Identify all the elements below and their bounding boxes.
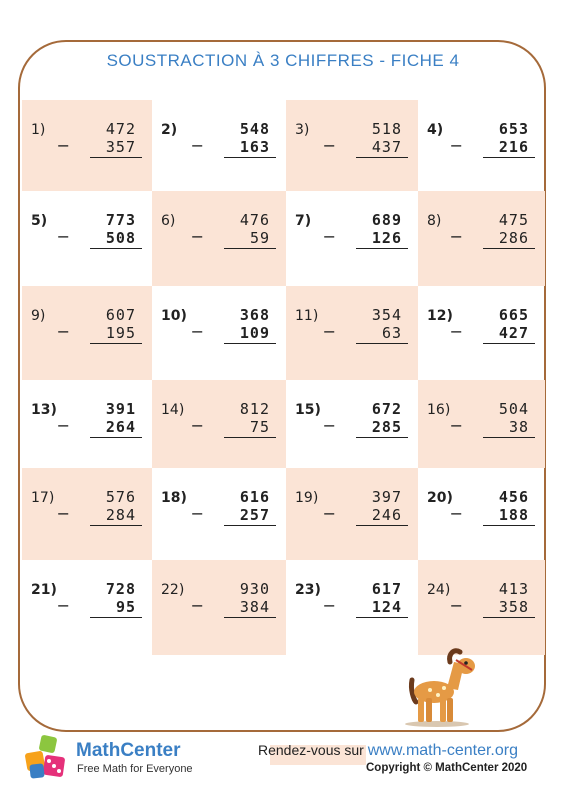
- minuend: 689: [371, 211, 402, 229]
- subtrahend: 357: [105, 138, 136, 156]
- problem-number: 18): [161, 490, 187, 506]
- problem-number: 16): [427, 402, 451, 418]
- answer-line: [483, 157, 535, 158]
- problem-number: 21): [31, 582, 57, 598]
- minuend: 812: [239, 400, 270, 418]
- problem-number: 10): [161, 308, 187, 324]
- minuend: 607: [105, 306, 136, 324]
- minus-sign: −: [449, 504, 463, 523]
- minuend: 397: [371, 488, 402, 506]
- answer-line: [483, 525, 535, 526]
- minus-sign: −: [190, 136, 204, 155]
- answer-line: [90, 343, 142, 344]
- minus-sign: −: [449, 227, 463, 246]
- problem-number: 7): [295, 213, 312, 229]
- answer-line: [483, 248, 535, 249]
- subtrahend: 126: [371, 229, 402, 247]
- minus-sign: −: [56, 416, 70, 435]
- minuend: 354: [371, 306, 402, 324]
- subtrahend: 188: [498, 506, 529, 524]
- answer-line: [356, 157, 408, 158]
- answer-line: [356, 343, 408, 344]
- dice-logo-icon: [22, 734, 72, 784]
- minus-sign: −: [190, 596, 204, 615]
- problem-number: 24): [427, 582, 451, 598]
- website-link[interactable]: www.math-center.org: [367, 742, 518, 759]
- answer-line: [224, 248, 276, 249]
- problem-number: 9): [31, 308, 46, 324]
- answer-line: [224, 525, 276, 526]
- minus-sign: −: [449, 416, 463, 435]
- answer-line: [224, 617, 276, 618]
- minuend: 773: [105, 211, 136, 229]
- problem-cell: [152, 468, 286, 560]
- problem-cell: [286, 286, 418, 380]
- minus-sign: −: [190, 504, 204, 523]
- problem-number: 23): [295, 582, 321, 598]
- subtrahend: 195: [105, 324, 136, 342]
- minus-sign: −: [190, 322, 204, 341]
- minuend: 930: [239, 580, 270, 598]
- problem-cell: [286, 468, 418, 560]
- minuend: 475: [498, 211, 529, 229]
- minus-sign: −: [449, 322, 463, 341]
- answer-line: [90, 157, 142, 158]
- subtrahend: 264: [105, 418, 136, 436]
- minuend: 548: [239, 120, 270, 138]
- minus-sign: −: [56, 136, 70, 155]
- minuend: 472: [105, 120, 136, 138]
- minuend: 672: [371, 400, 402, 418]
- visit-prefix: Rendez-vous sur: [258, 742, 364, 758]
- minus-sign: −: [322, 227, 336, 246]
- problem-cell: [152, 100, 286, 191]
- problem-cell: [152, 560, 286, 655]
- minus-sign: −: [322, 596, 336, 615]
- answer-line: [356, 248, 408, 249]
- minuend: 653: [498, 120, 529, 138]
- problem-cell: [418, 100, 545, 191]
- minus-sign: −: [449, 136, 463, 155]
- problem-number: 5): [31, 213, 48, 229]
- subtrahend: 508: [105, 229, 136, 247]
- problem-cell: [22, 468, 152, 560]
- minus-sign: −: [322, 136, 336, 155]
- subtrahend: 286: [498, 229, 529, 247]
- answer-line: [356, 617, 408, 618]
- minuend: 665: [498, 306, 529, 324]
- problem-number: 1): [31, 122, 46, 138]
- subtrahend: 427: [498, 324, 529, 342]
- problem-cell: [286, 191, 418, 286]
- problem-cell: [418, 191, 545, 286]
- answer-line: [90, 617, 142, 618]
- minus-sign: −: [56, 596, 70, 615]
- subtrahend: 95: [115, 598, 136, 616]
- subtrahend: 59: [249, 229, 270, 247]
- problem-cell: [22, 560, 152, 655]
- problem-number: 13): [31, 402, 57, 418]
- problem-cell: [286, 100, 418, 191]
- minus-sign: −: [322, 504, 336, 523]
- minuend: 728: [105, 580, 136, 598]
- minuend: 456: [498, 488, 529, 506]
- problem-cell: [152, 380, 286, 468]
- answer-line: [483, 343, 535, 344]
- minuend: 391: [105, 400, 136, 418]
- answer-line: [356, 525, 408, 526]
- answer-line: [90, 525, 142, 526]
- problem-cell: [286, 380, 418, 468]
- answer-line: [483, 617, 535, 618]
- problem-number: 19): [295, 490, 319, 506]
- minuend: 616: [239, 488, 270, 506]
- problem-number: 3): [295, 122, 310, 138]
- subtrahend: 38: [508, 418, 529, 436]
- subtrahend: 358: [498, 598, 529, 616]
- minus-sign: −: [322, 416, 336, 435]
- minus-sign: −: [322, 322, 336, 341]
- brand-tagline: Free Math for Everyone: [77, 763, 193, 775]
- problem-number: 14): [161, 402, 185, 418]
- answer-line: [224, 157, 276, 158]
- problem-cell: [22, 286, 152, 380]
- minus-sign: −: [56, 504, 70, 523]
- minuend: 576: [105, 488, 136, 506]
- answer-line: [483, 437, 535, 438]
- subtrahend: 109: [239, 324, 270, 342]
- problem-number: 12): [427, 308, 453, 324]
- problem-number: 2): [161, 122, 178, 138]
- problem-number: 20): [427, 490, 453, 506]
- subtrahend: 257: [239, 506, 270, 524]
- minuend: 476: [239, 211, 270, 229]
- problem-number: 15): [295, 402, 321, 418]
- subtrahend: 75: [249, 418, 270, 436]
- problem-cell: [22, 380, 152, 468]
- minuend: 617: [371, 580, 402, 598]
- minus-sign: −: [56, 227, 70, 246]
- problem-number: 6): [161, 213, 176, 229]
- minus-sign: −: [56, 322, 70, 341]
- subtrahend: 285: [371, 418, 402, 436]
- brand-name: MathCenter: [76, 740, 181, 761]
- answer-line: [224, 437, 276, 438]
- answer-line: [90, 248, 142, 249]
- problem-number: 17): [31, 490, 55, 506]
- subtrahend: 246: [371, 506, 402, 524]
- problem-cell: [418, 468, 545, 560]
- subtrahend: 384: [239, 598, 270, 616]
- subtrahend: 216: [498, 138, 529, 156]
- worksheet-title: SOUSTRACTION À 3 CHIFFRES - FICHE 4: [106, 51, 460, 70]
- copyright-text: Copyright © MathCenter 2020: [366, 762, 528, 774]
- answer-line: [224, 343, 276, 344]
- minus-sign: −: [190, 416, 204, 435]
- minuend: 518: [371, 120, 402, 138]
- horse-illustration-icon: [392, 640, 482, 730]
- problem-cell: [152, 191, 286, 286]
- problem-number: 11): [295, 308, 319, 324]
- subtrahend: 163: [239, 138, 270, 156]
- minus-sign: −: [449, 596, 463, 615]
- problem-cell: [152, 286, 286, 380]
- answer-line: [90, 437, 142, 438]
- problem-cell: [418, 286, 545, 380]
- minus-sign: −: [190, 227, 204, 246]
- subtrahend: 437: [371, 138, 402, 156]
- answer-line: [356, 437, 408, 438]
- visit-line: [258, 742, 518, 760]
- minuend: 504: [498, 400, 529, 418]
- problem-cell: [22, 100, 152, 191]
- problem-number: 4): [427, 122, 444, 138]
- problem-cell: [418, 380, 545, 468]
- subtrahend: 124: [371, 598, 402, 616]
- minuend: 413: [498, 580, 529, 598]
- minuend: 368: [239, 306, 270, 324]
- problem-number: 8): [427, 213, 442, 229]
- problem-number: 22): [161, 582, 185, 598]
- subtrahend: 63: [381, 324, 402, 342]
- problem-cell: [22, 191, 152, 286]
- subtrahend: 284: [105, 506, 136, 524]
